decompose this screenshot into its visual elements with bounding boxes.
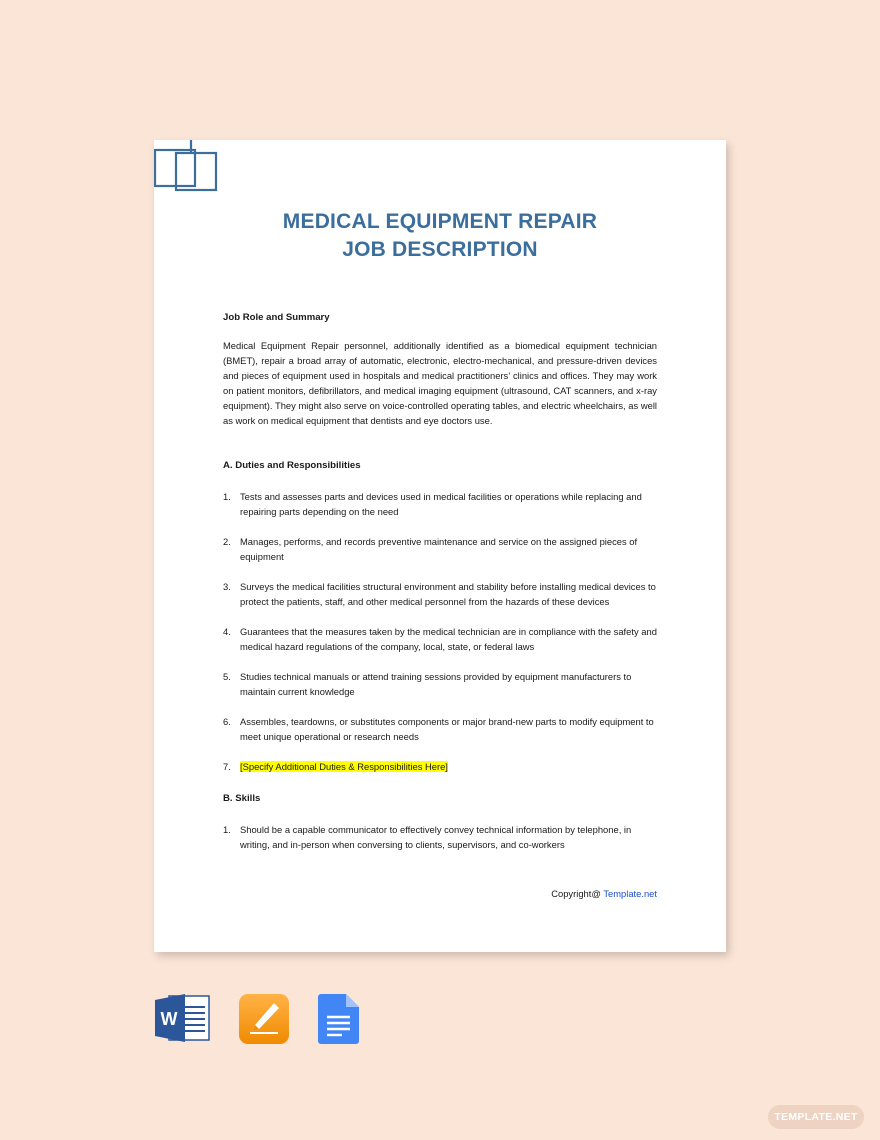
item-number: 6. bbox=[223, 716, 231, 727]
document-page bbox=[154, 140, 726, 952]
word-icon[interactable] bbox=[155, 993, 211, 1043]
list-item bbox=[223, 489, 657, 519]
item-number: 3. bbox=[223, 581, 231, 592]
item-number: 1. bbox=[223, 824, 231, 835]
duties-list bbox=[223, 489, 657, 774]
list-item bbox=[223, 579, 657, 609]
list-item bbox=[223, 669, 657, 699]
item-text: Manages, performs, and records preventive maintenance and service on the assigned pieces of equipment bbox=[240, 536, 638, 562]
item-number: 5. bbox=[223, 671, 231, 682]
item-text: Should be a capable communicator to effectively convey technical information by telephone, in writing, and in-person when conversing to clients, supervisors, and co-workers bbox=[240, 824, 632, 850]
skills-list bbox=[223, 822, 657, 852]
list-item bbox=[223, 714, 657, 744]
svg-text:W: W bbox=[160, 1009, 178, 1029]
list-item bbox=[223, 822, 657, 852]
list-item bbox=[223, 759, 657, 774]
item-number: 2. bbox=[223, 536, 231, 547]
item-number: 4. bbox=[223, 626, 231, 637]
placeholder-highlight[interactable]: [Specify Additional Duties & Responsibilities Here] bbox=[240, 761, 448, 772]
pages-icon[interactable] bbox=[238, 993, 290, 1045]
copyright-label: Copyright@ bbox=[551, 888, 601, 899]
skills-heading: B. Skills bbox=[223, 793, 261, 804]
corner-squares-logo bbox=[154, 140, 224, 196]
google-docs-icon[interactable] bbox=[318, 993, 360, 1045]
item-text: Studies technical manuals or attend training sessions provided by equipment manufacturers to maintain current knowledge bbox=[240, 671, 632, 697]
item-text: Surveys the medical facilities structural environment and stability before installing medical devices to protect the patients, staff, and other medical personnel from the hazards of these devices bbox=[240, 581, 656, 607]
item-text: Assembles, teardowns, or substitutes components or major brand-new parts to modify equipment to meet unique operational or research needs bbox=[240, 716, 654, 742]
list-item bbox=[223, 534, 657, 564]
document-title bbox=[154, 208, 726, 264]
summary-heading: Job Role and Summary bbox=[223, 312, 330, 323]
list-item bbox=[223, 624, 657, 654]
title-line-1: MEDICAL EQUIPMENT REPAIR bbox=[282, 210, 598, 233]
copyright-line bbox=[551, 888, 657, 899]
watermark-badge: TEMPLATE.NET bbox=[768, 1105, 864, 1129]
copyright-link[interactable]: Template.net bbox=[603, 888, 657, 899]
item-text: Tests and assesses parts and devices used in medical facilities or operations while replacing and repairing parts depending on the need bbox=[240, 491, 642, 517]
item-text: Guarantees that the measures taken by the medical technician are in compliance with the safety and medical hazard regulations of the company, local, state, or federal laws bbox=[240, 626, 657, 652]
document-body bbox=[223, 310, 657, 867]
item-number: 7. bbox=[223, 761, 231, 772]
summary-paragraph: Medical Equipment Repair personnel, additionally identified as a biomedical equipment technician (BMET), repair a broad array of automatic, electronic, electro-mechanical, and pressure-driven devices and pieces of equipment used in hospitals and medical practitioners’ clinics and offices. They may work on patient monitors, defibrillators, and medical imaging equipment (ultrasound, CAT scanners, and x-ray equipment). They might also serve on voice-controlled operating tables, and electric wheelchairs, as well as work on medical equipment that dentists and eye doctors use. bbox=[223, 340, 657, 426]
item-number: 1. bbox=[223, 491, 231, 502]
title-line-2: JOB DESCRIPTION bbox=[342, 238, 538, 261]
duties-heading: A. Duties and Responsibilities bbox=[223, 460, 361, 471]
